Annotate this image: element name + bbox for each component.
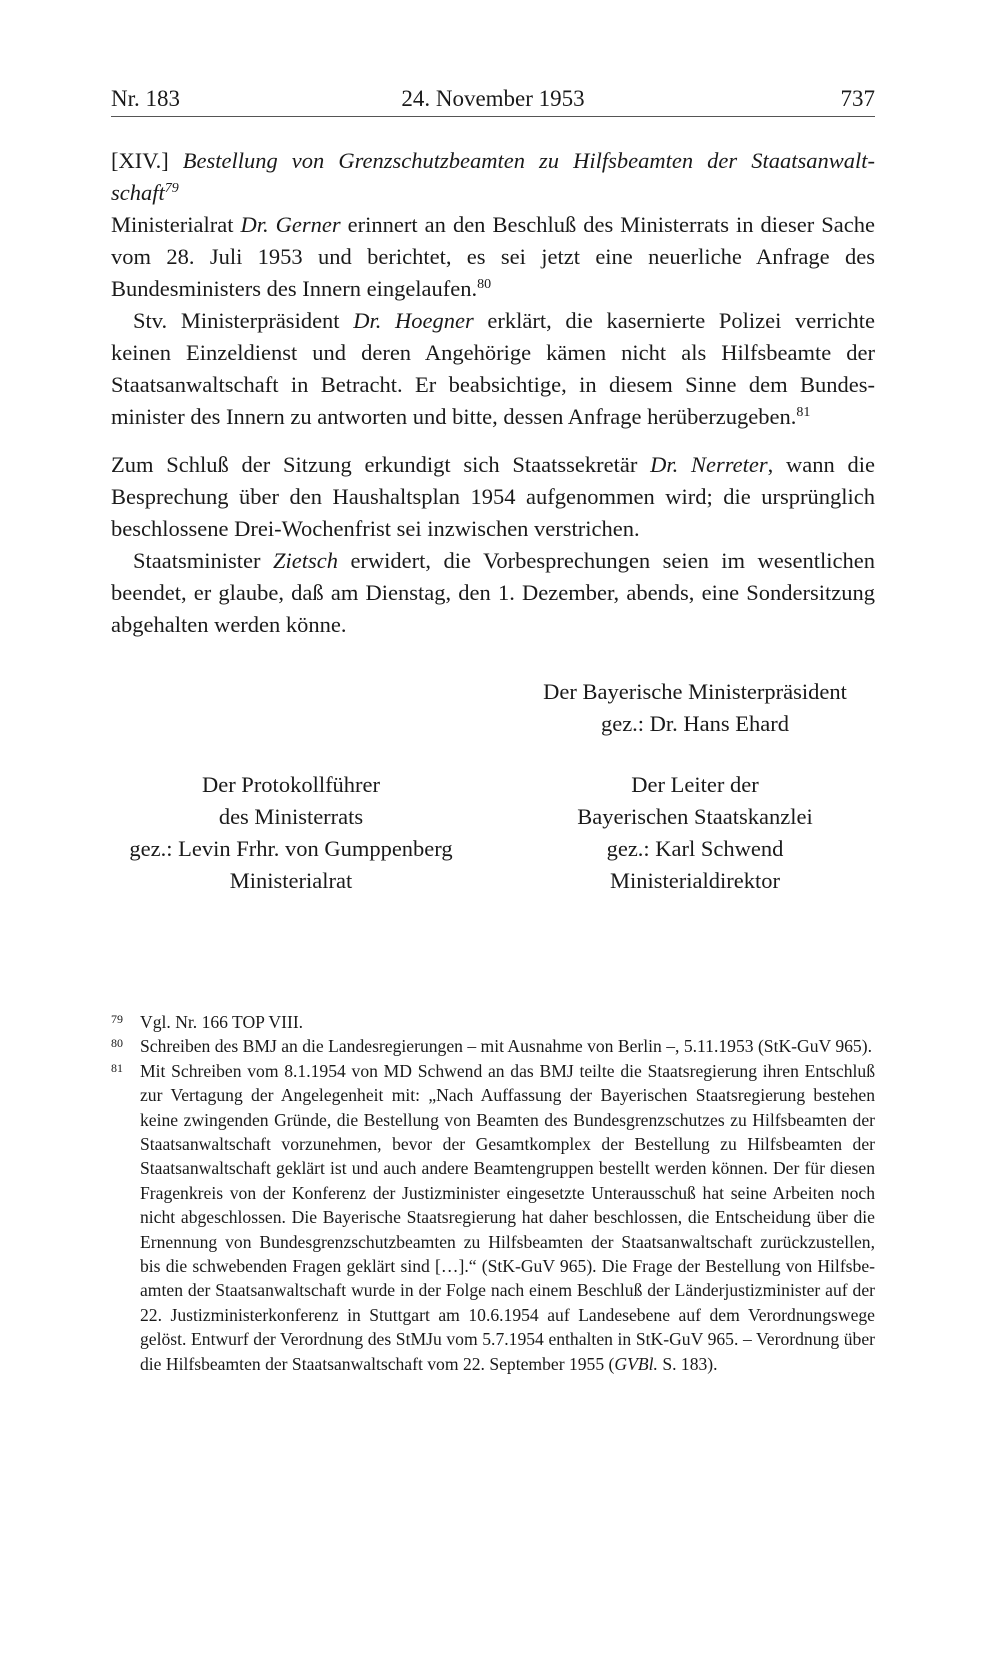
speaker-name: Dr. Hoegner: [353, 308, 474, 333]
paragraph-hoegner: [111, 305, 875, 433]
paragraph-text: Zum Schluß der Sitzung erkundigt sich Staatssekretär: [111, 452, 651, 477]
paragraph-gerner: [111, 209, 875, 305]
signature-line: Der Leiter der: [631, 772, 759, 797]
speaker-name: Dr. Gerner: [240, 212, 341, 237]
speaker-name: Zietsch: [272, 548, 338, 573]
signature-signed: gez.: Karl Schwend: [606, 836, 784, 861]
document-number: Nr. 183: [111, 86, 180, 111]
footnote-number: 80: [111, 1036, 123, 1051]
paragraph-text: erwidert, die Vorbesprechungen seien im wesentlichen beendet, er glaube, daß am Dienstag, den 1. Dezember, abends, eine Sondersitzung abgehalten werden könne.: [111, 548, 875, 637]
footnotes: [111, 1010, 875, 1376]
footnote-text: Schreiben des BMJ an die Landesregierungen – mit Ausnahme von Berlin –, 5.11.1953 (StK-GuV 965).: [140, 1036, 872, 1057]
signature-line: Der Protokollführer: [201, 772, 381, 797]
footnote-number: 79: [111, 1012, 123, 1026]
footnote-80: [111, 1034, 875, 1058]
footnote-ref-80: 80: [477, 277, 492, 292]
paragraph-zietsch: [111, 545, 875, 641]
footnote-81: [111, 1059, 875, 1376]
document-date: 24. November 1953: [401, 86, 585, 111]
footnote-79: [111, 1010, 875, 1034]
gvbl-abbreviation: GVBl.: [614, 1353, 658, 1374]
footnote-text: Vgl. Nr. 166 TOP VIII.: [140, 1012, 304, 1032]
footnote-text: S. 183).: [657, 1353, 718, 1374]
paragraph-text: erinnert an den Beschluß des Ministerrats in dieser Sache vom 28. Juli 1953 und berichtet, es sei jetzt eine neuerliche Anfrage des Bundesministers des Innern eingelaufen.: [111, 212, 876, 301]
footnote-number: 81: [111, 1060, 123, 1075]
signature-rank: Ministerialrat: [229, 868, 353, 893]
footnote-ref-79: 79: [164, 181, 179, 196]
section-title: Bestellung von Grenzschutzbeamten zu Hilfsbeamten der Staatsanwaltschaft: [111, 148, 875, 205]
section-heading: [111, 145, 875, 209]
paragraph-text: , wann die Besprechung über den Haushaltsplan 1954 aufgenommen wird; die ursprünglich beschlossene Drei-Wochenfrist sei inzwischen verstrichen.: [111, 452, 875, 541]
footnote-text: Mit Schreiben vom 8.1.1954 von MD Schwend an das BMJ teilte die Staatsregierung ihren Entschluß zur Vertagung der Angelegenheit mit: „Nach Auffassung der Bayerischen Staatsregierung bestehen keine zwingenden Gründe, die Bestellung von Beamten des Bundesgrenzschutzes zu Hilfsbeamten der Staatsanwaltschaft vorzunehmen, bevor der Gesamtkomplex der Bestellung zu Hilfsbeamten der Staatsanwaltschaft geklärt ist und auch andere Beamtengruppen bestellt werden können. Der für diesen Fragenkreis von der Konferenz der Justizminister eingesetzte Unterausschuß hat seine Arbeiten noch nicht abgeschlossen. Die Bayerische Staatsregierung hat daher beschlossen, die Entscheidung über die Ernennung von Bundesgrenzschutzbeamten zu Hilfsbeamten der Staatsanwaltschaft zurückzustellen, bis die schwebenden Fragen geklärt sind […].“ (StK-GuV 965). Die Frage der Bestellung von Hilfsbeamten der Staatsanwaltschaft wurde in der Folge nach einem Beschluß der Länderjustizminister auf der 22. Justizministerkonferenz in Stuttgart am 10.6.1954 auf Landesebene auf dem Verordnungswege gelöst. Entwurf der Verordnung des StMJu vom 5.7.1954 enthalten in StK-GuV 965. – Verordnung über die Hilfsbeamten der Staatsanwaltschaft vom 22. September 1955 (: [140, 1060, 875, 1374]
paragraph-text: erklärt, die kasernierte Polizei verrichte keinen Einzeldienst und deren Angehörige kämen nicht als Hilfsbeamte der Staatsanwaltschaft in Betracht. Er beabsichtige, in diesem Sinne dem Bundesminister des Innern zu antworten und bitte, dessen Anfrage herüberzugeben.: [111, 308, 875, 429]
footnote-ref-81: 81: [796, 405, 811, 420]
signature-leiter: [540, 769, 850, 897]
header-rule: [111, 116, 875, 117]
signature-line: Bayerischen Staatskanzlei: [577, 804, 813, 829]
signature-signed: gez.: Dr. Hans Ehard: [600, 711, 790, 736]
paragraph-nerreter: [111, 449, 875, 545]
signature-signed: gez.: Levin Frhr. von Gumppenberg: [129, 836, 453, 861]
signature-title: Der Bayerische Ministerpräsident: [543, 679, 847, 704]
running-head: [111, 84, 875, 118]
signature-line: des Ministerrats: [218, 804, 364, 829]
paragraph-text: Staatsminister: [133, 548, 273, 573]
speaker-name: Dr. Nerreter: [650, 452, 768, 477]
paragraph-text: Stv. Ministerpräsident: [133, 308, 354, 333]
signature-rank: Ministerialdirektor: [610, 868, 780, 893]
signature-protocol: [111, 769, 471, 897]
paragraph-text: Ministerialrat: [111, 212, 241, 237]
section-number: [XIV.]: [111, 148, 169, 173]
page-number: 737: [840, 86, 875, 111]
signature-president: [520, 676, 870, 740]
main-text: [111, 145, 875, 641]
